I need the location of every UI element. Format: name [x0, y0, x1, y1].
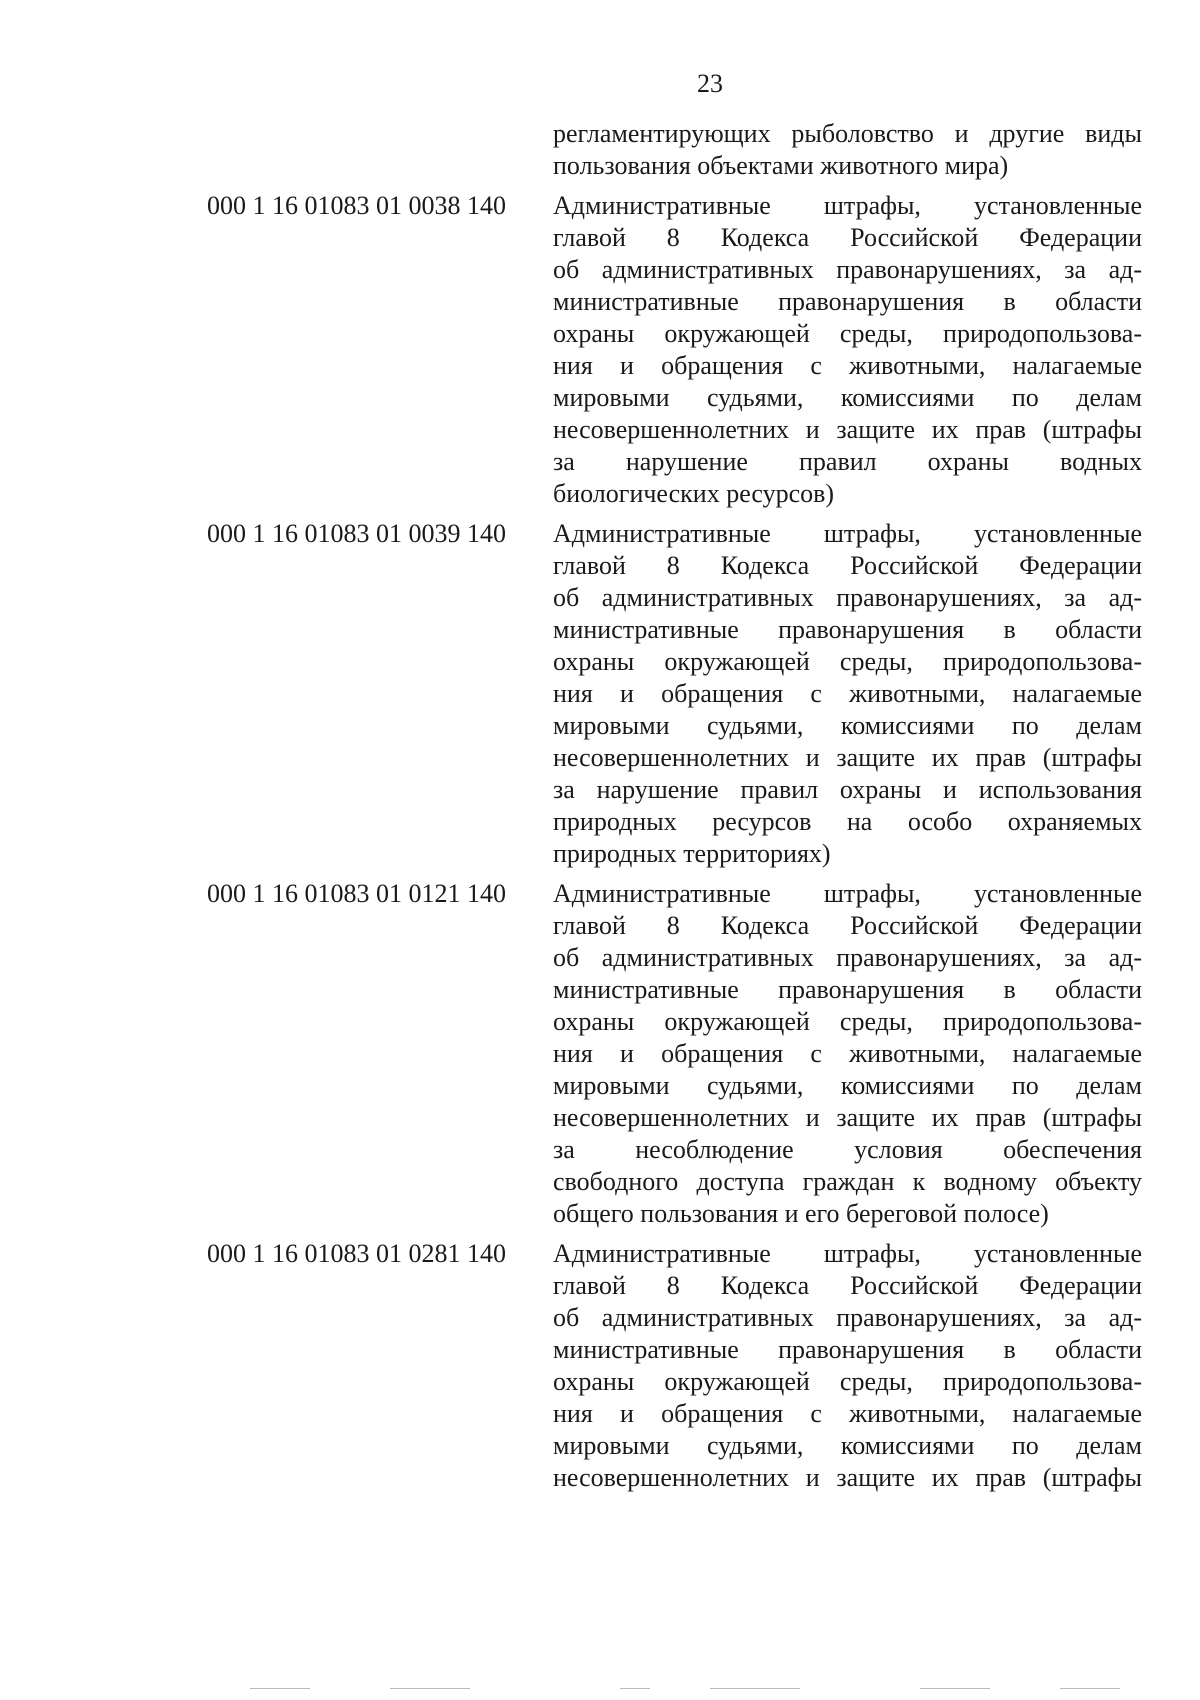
entry-description: [553, 190, 1142, 510]
text-line: регламентирующих рыболовство и другие виды: [553, 119, 1142, 148]
entry-description: [553, 1238, 1142, 1494]
text-line: за нарушение правил охраны и использования: [553, 775, 1142, 804]
text-line: мировыми судьями, комиссиями по делам: [553, 711, 1142, 740]
text-line: охраны окружающей среды, природопользова-: [553, 1367, 1142, 1396]
text-line: главой 8 Кодекса Российской Федерации: [553, 223, 1142, 252]
text-line: несовершеннолетних и защите их прав (штрафы: [553, 743, 1142, 772]
text-line: ния и обращения с животными, налагаемые: [553, 1039, 1142, 1068]
text-line: мировыми судьями, комиссиями по делам: [553, 1431, 1142, 1460]
continuation-row: [0, 118, 1200, 182]
budget-code: 000 1 16 01083 01 0121 140: [207, 879, 506, 908]
text-line: за нарушение правил охраны водных: [553, 447, 1142, 476]
text-line: природных ресурсов на особо охраняемых: [553, 807, 1142, 836]
table-row: [0, 190, 1200, 510]
scan-artifact-marks: [240, 1688, 1140, 1690]
text-line: Административные штрафы, установленные: [553, 879, 1142, 908]
text-line: Административные штрафы, установленные: [553, 519, 1142, 548]
text-line: несовершеннолетних и защите их прав (штрафы: [553, 415, 1142, 444]
text-line: биологических ресурсов): [553, 479, 835, 508]
text-line: об административных правонарушениях, за ад-: [553, 1303, 1142, 1332]
text-line: главой 8 Кодекса Российской Федерации: [553, 551, 1142, 580]
text-line: несовершеннолетних и защите их прав (штрафы: [553, 1463, 1142, 1492]
table-row: [0, 878, 1200, 1230]
text-line: министративные правонарушения в области: [553, 615, 1142, 644]
text-line: об административных правонарушениях, за ад-: [553, 255, 1142, 284]
text-line: охраны окружающей среды, природопользова-: [553, 647, 1142, 676]
text-line: охраны окружающей среды, природопользова-: [553, 1007, 1142, 1036]
text-line: главой 8 Кодекса Российской Федерации: [553, 911, 1142, 940]
text-line: министративные правонарушения в области: [553, 287, 1142, 316]
text-line: мировыми судьями, комиссиями по делам: [553, 1071, 1142, 1100]
text-line: ния и обращения с животными, налагаемые: [553, 679, 1142, 708]
budget-code: 000 1 16 01083 01 0039 140: [207, 519, 506, 548]
table-row: [0, 518, 1200, 870]
budget-code: 000 1 16 01083 01 0038 140: [207, 191, 506, 220]
text-line: ния и обращения с животными, налагаемые: [553, 1399, 1142, 1428]
page-number: 23: [697, 69, 723, 98]
document-body: [0, 118, 1200, 1494]
entry-description: [553, 518, 1142, 870]
text-line: ния и обращения с животными, налагаемые: [553, 351, 1142, 380]
budget-code: 000 1 16 01083 01 0281 140: [207, 1239, 506, 1268]
text-line: министративные правонарушения в области: [553, 1335, 1142, 1364]
text-line: охраны окружающей среды, природопользова-: [553, 319, 1142, 348]
text-line: об административных правонарушениях, за ад-: [553, 943, 1142, 972]
text-line: за несоблюдение условия обеспечения: [553, 1135, 1142, 1164]
text-line: мировыми судьями, комиссиями по делам: [553, 383, 1142, 412]
text-line: пользования объектами животного мира): [553, 151, 1009, 180]
text-line: общего пользования и его береговой полосе): [553, 1199, 1049, 1228]
entry-description: [553, 878, 1142, 1230]
text-line: главой 8 Кодекса Российской Федерации: [553, 1271, 1142, 1300]
text-line: свободного доступа граждан к водному объекту: [553, 1167, 1142, 1196]
continuation-text: [553, 118, 1142, 182]
text-line: об административных правонарушениях, за ад-: [553, 583, 1142, 612]
text-line: несовершеннолетних и защите их прав (штрафы: [553, 1103, 1142, 1132]
text-line: природных территориях): [553, 839, 831, 868]
text-line: министративные правонарушения в области: [553, 975, 1142, 1004]
text-line: Административные штрафы, установленные: [553, 191, 1142, 220]
table-row: [0, 1238, 1200, 1494]
text-line: Административные штрафы, установленные: [553, 1239, 1142, 1268]
